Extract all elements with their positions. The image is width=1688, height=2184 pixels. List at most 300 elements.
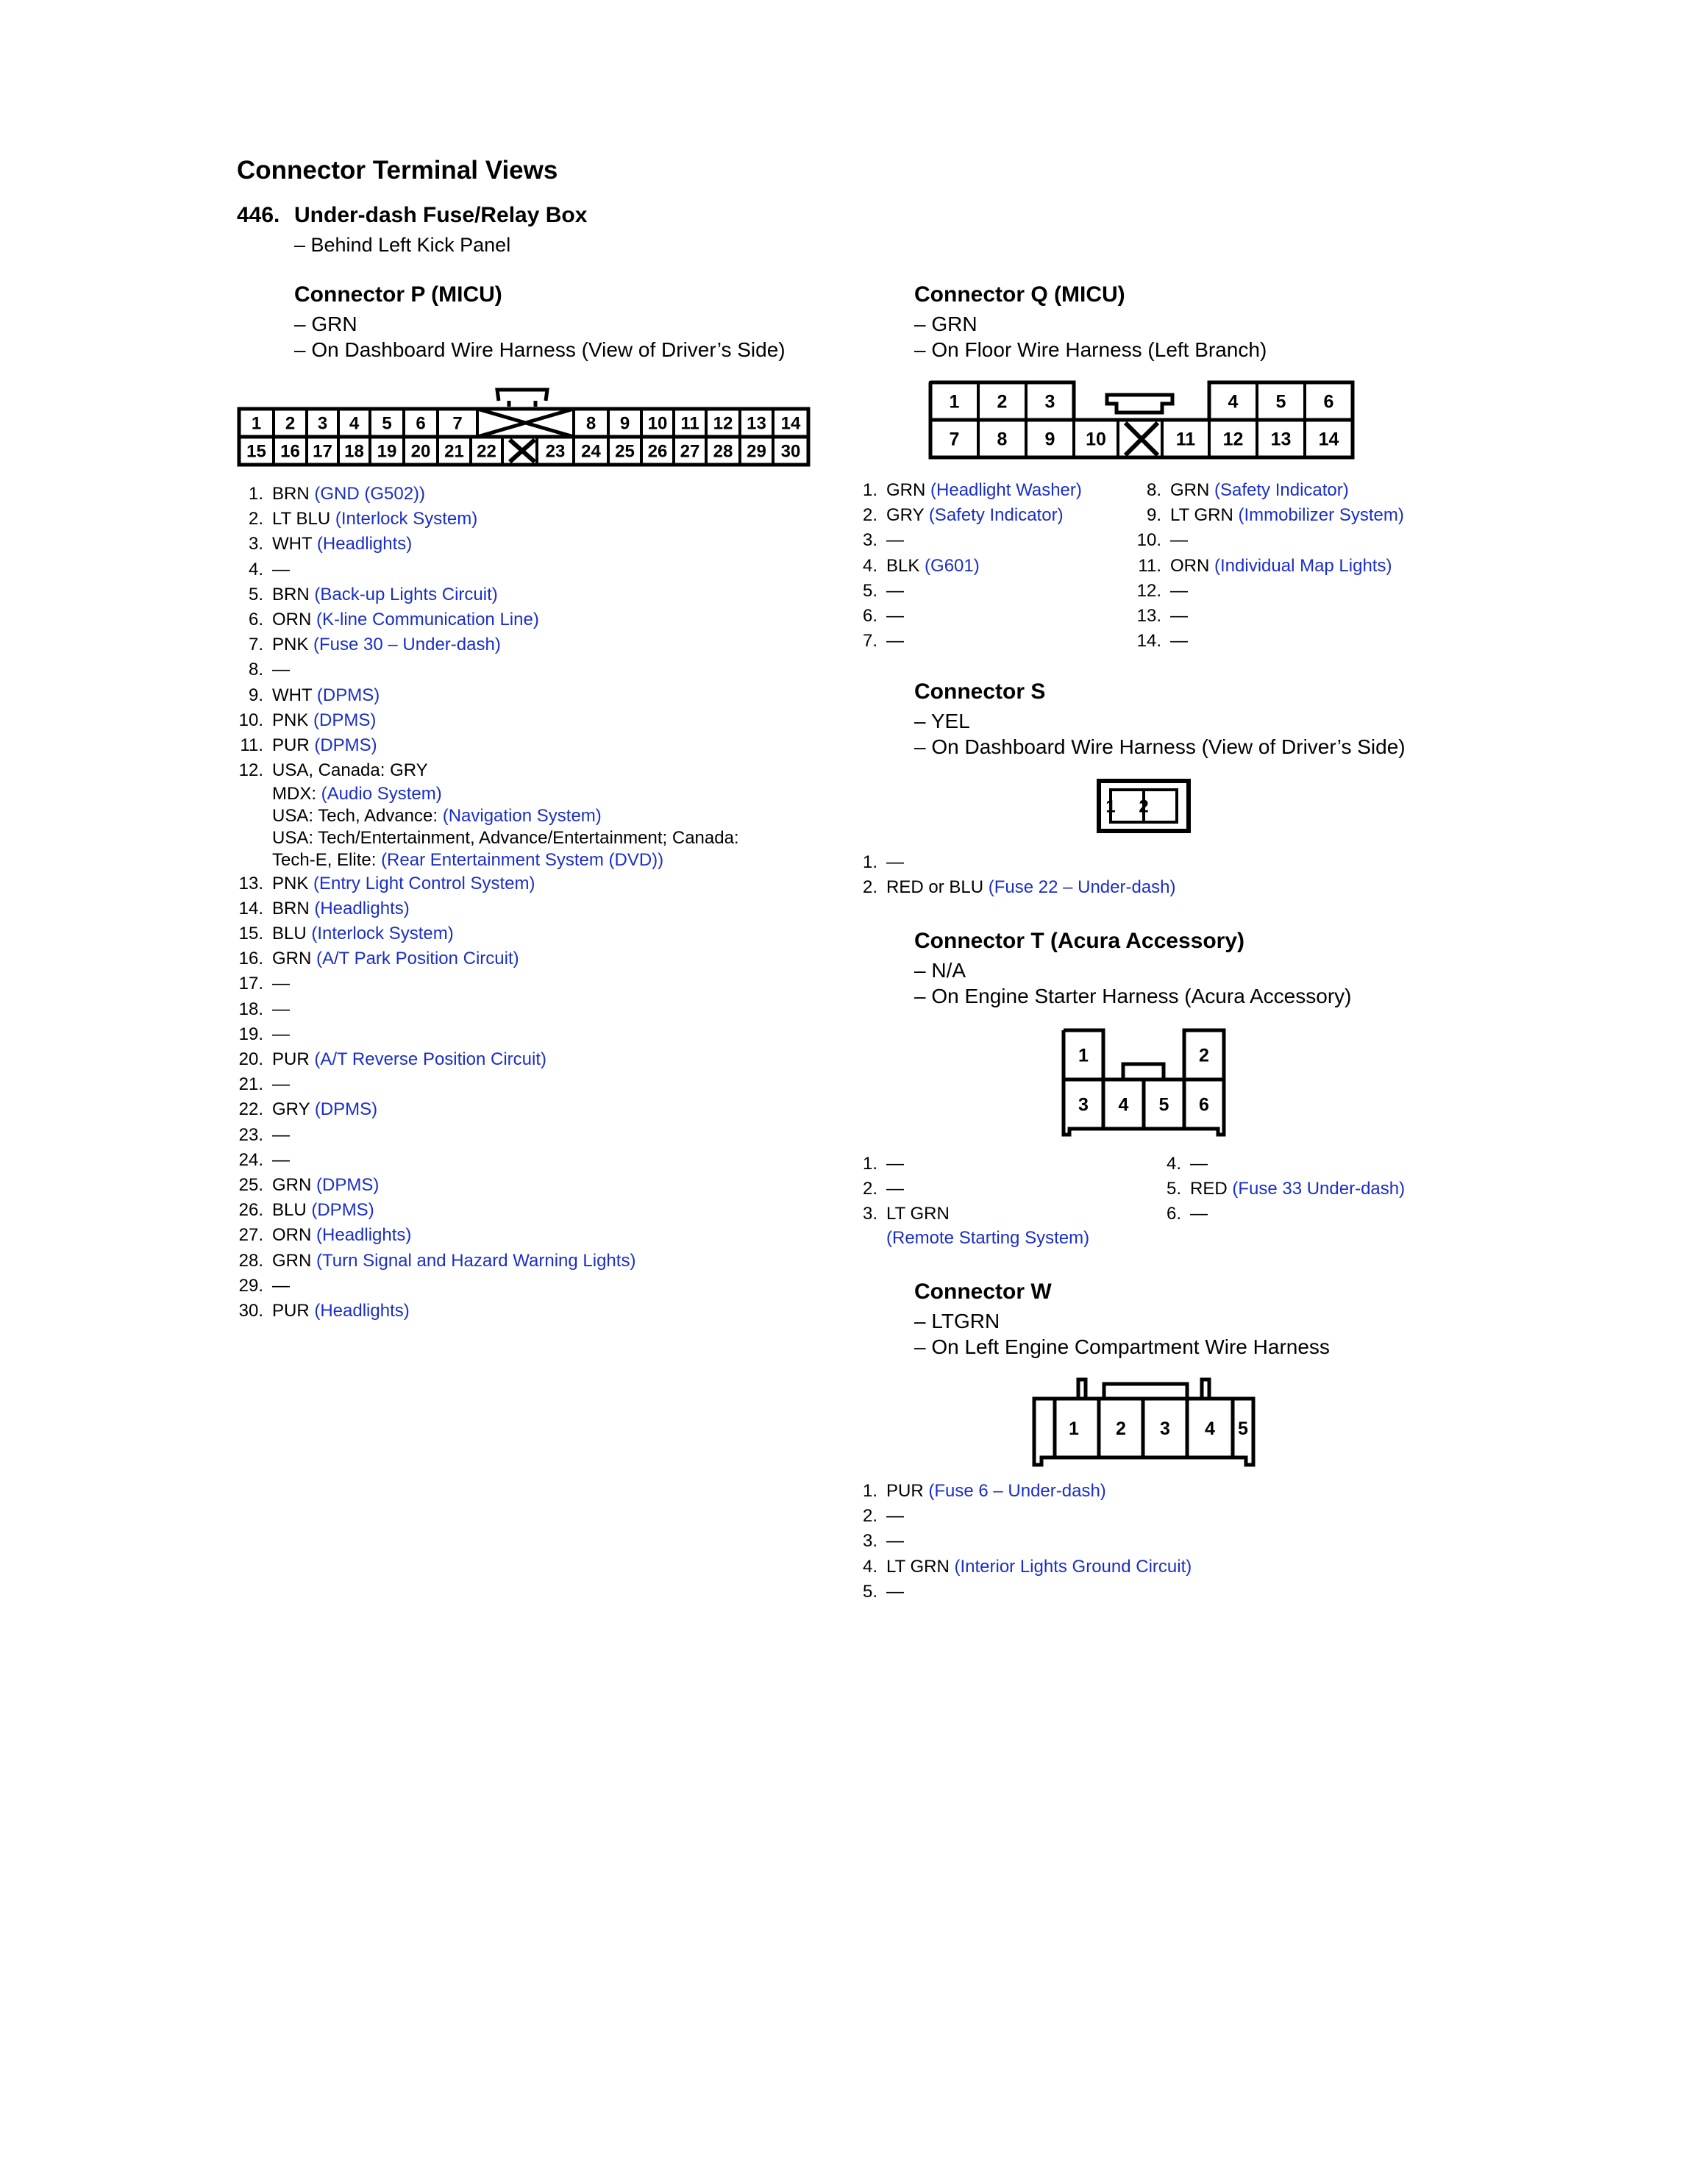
wire-color: PUR — [886, 1481, 924, 1501]
terminal-number: 8. — [1146, 480, 1161, 500]
connector-q-terminal-8 — [978, 420, 1026, 457]
circuit-description: (G601) — [925, 555, 980, 576]
wire-color: — — [272, 660, 290, 680]
connector-p-terminal-item — [237, 632, 739, 657]
connector-p-terminal-26 — [641, 437, 674, 465]
connector-w-dividers — [1099, 1399, 1187, 1457]
connector-p-terminal-11 — [674, 409, 706, 437]
connector-p-terminal-18 — [338, 437, 370, 465]
terminal-number: 1. — [862, 852, 877, 872]
connector-q-terminal-4 — [1209, 382, 1257, 420]
connector-p-terminal-17 — [307, 437, 338, 465]
wire-color: PNK — [272, 873, 309, 893]
connector-p-terminal-9-label: 9 — [619, 413, 630, 434]
circuit-description: (Headlight Washer) — [930, 480, 1082, 500]
section-title — [237, 203, 587, 228]
connector-p-diagram — [235, 382, 816, 471]
connector-q-terminal-7 — [930, 420, 978, 457]
terminal-number: 15. — [238, 924, 263, 944]
connector-p-terminal-6 — [404, 409, 438, 437]
page-title: Connector Terminal Views — [237, 156, 558, 185]
connector-q-info — [914, 311, 1267, 363]
connector-q-terminal-item — [857, 528, 1082, 553]
connector-t-diagram — [1059, 1026, 1228, 1138]
circuit-description: (DPMS) — [311, 1200, 374, 1221]
terminal-number: 6. — [1166, 1204, 1181, 1224]
connector-t-terminal-item — [1161, 1177, 1405, 1202]
connector-w-terminal-item — [857, 1555, 1192, 1580]
wire-color: — — [886, 1179, 904, 1199]
connector-p-terminal-25-label: 25 — [615, 441, 635, 462]
terminal-number: 10. — [1136, 530, 1161, 551]
connector-p-terminal-18-label: 18 — [344, 441, 364, 462]
connector-p-terminal-item — [237, 1274, 739, 1299]
connector-q-terminal-9 — [1026, 420, 1074, 457]
connector-p-terminal-20-label: 20 — [410, 441, 431, 462]
connector-p-terminal-30 — [773, 437, 808, 465]
connector-q-terminal-item — [1130, 579, 1404, 604]
connector-p-terminal-14-label: 14 — [780, 413, 801, 434]
connector-q-diagram — [927, 379, 1361, 463]
connector-q-terminal-11-label: 11 — [1175, 429, 1196, 450]
connector-p-terminal-item — [237, 921, 739, 946]
terminal-number: 3. — [862, 530, 877, 551]
connector-p-terminal-item — [237, 683, 739, 708]
wire-color: — — [272, 999, 290, 1019]
connector-q-terminal-12-label: 12 — [1222, 429, 1244, 450]
connector-q-color: – GRN — [914, 313, 977, 335]
circuit-description: (Fuse 6 – Under-dash) — [928, 1481, 1106, 1501]
circuit-description: (Interior Lights Ground Circuit) — [954, 1556, 1192, 1577]
terminal-number: 16. — [238, 949, 263, 969]
connector-s-diagram — [1096, 778, 1192, 834]
circuit-description: (K-line Communication Line) — [316, 610, 539, 630]
terminal-number: 6. — [248, 610, 263, 630]
wire-color: — — [886, 580, 904, 601]
connector-p-terminal-item — [237, 507, 739, 532]
connector-p-terminal-17-label: 17 — [313, 441, 332, 462]
connector-w-latch — [1104, 1384, 1187, 1399]
connector-p-terminal-item — [237, 607, 739, 632]
connector-p-color: – GRN — [294, 313, 357, 335]
connector-p-terminal-item — [237, 708, 739, 733]
connector-p-terminal-27 — [674, 437, 706, 465]
terminal-number: 2. — [862, 1506, 877, 1527]
connector-w-terminal-5 — [1238, 1418, 1248, 1439]
connector-t-terminal-5-label: 5 — [1158, 1094, 1169, 1116]
wire-color: ORN — [1170, 555, 1210, 576]
connector-p-terminal-21 — [438, 437, 471, 465]
terminal-number: 5. — [248, 584, 263, 604]
connector-p-terminal-item — [237, 1173, 739, 1198]
connector-t-terminal-item — [1161, 1152, 1405, 1177]
connector-t-terminal-item — [857, 1177, 1089, 1202]
connector-p-terminal-10 — [641, 409, 674, 437]
terminal-number: 25. — [238, 1175, 263, 1196]
connector-p-title: Connector P (MICU) — [294, 282, 502, 307]
terminal-number: 3. — [862, 1531, 877, 1552]
circuit-description: (DPMS) — [314, 1099, 378, 1120]
circuit-description: (Headlights) — [314, 1301, 410, 1321]
connector-q-terminal-2 — [978, 382, 1026, 420]
terminal-number: 23. — [238, 1124, 263, 1145]
wire-color: — — [1190, 1204, 1208, 1224]
terminal-number: 13. — [1136, 606, 1161, 627]
wire-color: LT BLU — [272, 509, 331, 529]
connector-p-terminal-item — [237, 557, 739, 582]
wire-color: ORN — [272, 610, 312, 630]
connector-s-info — [914, 708, 1406, 760]
terminal-number: 27. — [238, 1225, 263, 1246]
connector-p-terminal-item — [237, 758, 739, 783]
connector-q-terminal-item — [857, 478, 1082, 503]
connector-p-terminal-8-label: 8 — [585, 413, 597, 434]
connector-w-terminal-list — [857, 1479, 1192, 1605]
connector-t-terminal-2 — [1199, 1046, 1209, 1066]
connector-p-terminal-item — [237, 482, 739, 507]
connector-t-terminal-6 — [1199, 1095, 1209, 1116]
connector-p-terminal-5 — [370, 409, 404, 437]
connector-w-location: – On Left Engine Compartment Wire Harness — [914, 1335, 1330, 1358]
connector-p-terminal-item — [237, 871, 739, 896]
connector-p-top-blank-cross — [477, 409, 574, 437]
connector-p-terminal-item — [237, 582, 739, 607]
connector-w-terminal-4 — [1205, 1418, 1215, 1439]
connector-q-terminal-6-label: 6 — [1323, 391, 1334, 413]
connector-p-terminal-20 — [404, 437, 438, 465]
circuit-description: (Entry Light Control System) — [313, 873, 535, 893]
section-location: – Behind Left Kick Panel — [294, 234, 511, 256]
connector-q-location: – On Floor Wire Harness (Left Branch) — [914, 338, 1267, 361]
connector-p-terminal-24 — [574, 437, 608, 465]
connector-p-terminal-3-label: 3 — [317, 413, 328, 434]
connector-p-terminal-3 — [307, 409, 338, 437]
wire-color: — — [886, 631, 904, 652]
connector-t-location: – On Engine Starter Harness (Acura Accessory) — [914, 985, 1352, 1007]
wire-color: BRN — [272, 584, 310, 604]
connector-q-terminal-11 — [1162, 420, 1209, 457]
connector-p-terminal-item — [237, 1022, 739, 1047]
circuit-description: (Headlights) — [316, 1225, 412, 1246]
connector-s-terminal-item — [857, 850, 1176, 875]
terminal-number: 22. — [238, 1099, 263, 1120]
connector-p-terminal-7 — [438, 409, 477, 437]
connector-p-terminal-item — [237, 1123, 739, 1148]
connector-w-terminal-item — [857, 1529, 1192, 1554]
connector-w-terminal-4-label: 4 — [1205, 1418, 1215, 1439]
connector-p-terminal-12-variant — [237, 827, 739, 849]
terminal-number: 4. — [862, 1556, 877, 1577]
connector-p-terminal-1-label: 1 — [251, 413, 262, 434]
connector-p-terminal-16 — [274, 437, 307, 465]
wire-color: — — [272, 559, 290, 579]
wire-color: — — [1170, 631, 1188, 652]
connector-q-terminal-8-label: 8 — [997, 429, 1008, 450]
connector-w-info — [914, 1308, 1330, 1360]
circuit-description: (Navigation System) — [442, 806, 602, 827]
connector-p-terminal-21-label: 21 — [444, 441, 464, 462]
connector-p-terminal-item — [237, 1097, 739, 1122]
circuit-description: (Fuse 33 Under-dash) — [1232, 1179, 1406, 1199]
connector-t-latch — [1123, 1064, 1164, 1079]
wire-color: GRN — [272, 1175, 312, 1196]
connector-p-terminal-12-variant — [237, 805, 739, 827]
connector-p-terminal-item — [237, 657, 739, 682]
connector-p-terminal-26-label: 26 — [647, 441, 668, 462]
connector-p-terminal-4-label: 4 — [349, 413, 360, 434]
circuit-description: (Safety Indicator) — [928, 505, 1064, 526]
terminal-number: 14. — [238, 898, 263, 918]
terminal-number: 20. — [238, 1049, 263, 1070]
wire-color: — — [886, 1581, 904, 1602]
connector-s-location: – On Dashboard Wire Harness (View of Driver’s Side) — [914, 735, 1406, 758]
connector-p-terminal-item — [237, 1299, 739, 1324]
connector-s-terminal-1-label: 1 — [1105, 796, 1116, 817]
terminal-number: 14. — [1136, 631, 1161, 652]
connector-t-terminal-item — [1161, 1202, 1405, 1227]
wire-color: — — [886, 530, 904, 551]
connector-p-terminal-12 — [706, 409, 740, 437]
connector-p-terminal-15-label: 15 — [246, 441, 266, 462]
connector-w-diagram — [1030, 1375, 1258, 1467]
connector-s-terminal-list — [857, 850, 1176, 900]
connector-p-terminal-list — [237, 482, 739, 1324]
connector-p-terminal-9 — [608, 409, 641, 437]
connector-p-terminal-item — [237, 896, 739, 921]
circuit-description: (A/T Park Position Circuit) — [316, 949, 519, 969]
circuit-description: (Headlights) — [316, 534, 413, 554]
wire-color: — — [1170, 580, 1188, 601]
connector-p-terminal-11-label: 11 — [680, 413, 699, 434]
connector-w-terminal-item — [857, 1580, 1192, 1605]
wire-color: — — [272, 1275, 290, 1296]
connector-s-terminal-1 — [1105, 797, 1115, 817]
wire-color: ORN — [272, 1225, 312, 1246]
wire-color: PUR — [272, 735, 310, 756]
connector-p-terminal-23 — [537, 437, 574, 465]
connector-p-terminal-28 — [706, 437, 740, 465]
connector-q-terminal-item — [857, 554, 1082, 579]
terminal-number: 12. — [1136, 580, 1161, 601]
connector-p-terminal-item — [237, 733, 739, 758]
terminal-number: 21. — [238, 1074, 263, 1095]
connector-p-terminal-item — [237, 1148, 739, 1173]
variant-label: USA: Tech, Advance: — [272, 806, 438, 827]
connector-p-terminal-item — [237, 1223, 739, 1248]
wire-color: BLU — [272, 924, 307, 944]
circuit-description: (Headlights) — [314, 898, 410, 918]
wire-color: LT GRN — [886, 1556, 950, 1577]
connector-p-terminal-13-label: 13 — [747, 413, 766, 434]
terminal-number: 17. — [238, 974, 263, 994]
connector-q-terminal-4-label: 4 — [1228, 391, 1239, 413]
connector-p-terminal-12-variant — [237, 849, 739, 871]
connector-t-terminal-5 — [1159, 1095, 1169, 1116]
connector-q-terminal-10-label: 10 — [1086, 429, 1106, 450]
terminal-number: 18. — [238, 999, 263, 1019]
connector-t-title: Connector T (Acura Accessory) — [914, 929, 1245, 953]
connector-w-terminal-item — [857, 1504, 1192, 1529]
terminal-number: 9. — [1146, 505, 1161, 526]
connector-q-latch — [1107, 395, 1172, 413]
section-number: 446. — [237, 203, 280, 227]
terminal-number: 2. — [248, 509, 263, 529]
connector-p-terminal-23-label: 23 — [545, 441, 566, 462]
circuit-description: (A/T Reverse Position Circuit) — [314, 1049, 546, 1070]
connector-q-terminal-item — [857, 503, 1082, 528]
terminal-number: 2. — [862, 505, 877, 526]
wire-color: LT GRN — [1170, 505, 1233, 526]
connector-p-terminal-22-label: 22 — [477, 441, 496, 462]
connector-p-terminal-2-label: 2 — [285, 413, 296, 434]
terminal-number: 1. — [862, 480, 877, 500]
connector-t-terminal-4 — [1119, 1095, 1129, 1116]
terminal-number: 29. — [238, 1275, 263, 1296]
wire-color: PUR — [272, 1049, 310, 1070]
terminal-number: 11. — [1138, 555, 1161, 576]
connector-q-terminal-item — [1130, 528, 1404, 553]
connector-p-location: – On Dashboard Wire Harness (View of Driver’s Side) — [294, 338, 786, 361]
connector-p-terminal-7-label: 7 — [452, 413, 463, 434]
connector-p-key-cross — [510, 440, 535, 462]
wire-color: RED — [1190, 1179, 1228, 1199]
terminal-number: 5. — [862, 580, 877, 601]
connector-q-terminal-item — [1130, 478, 1404, 503]
connector-q-terminal-1-label: 1 — [949, 391, 960, 413]
terminal-number: 3. — [248, 534, 263, 554]
wire-color: BLK — [886, 555, 920, 576]
connector-p-latch — [497, 390, 547, 401]
connector-q-terminal-12 — [1209, 420, 1257, 457]
terminal-number: 1. — [862, 1481, 877, 1501]
connector-s-terminal-item — [857, 875, 1176, 900]
section-title-text: Under-dash Fuse/Relay Box — [294, 203, 588, 227]
wire-color: — — [1170, 530, 1188, 551]
wire-color: — — [1170, 606, 1188, 627]
circuit-description: (Fuse 30 – Under-dash) — [313, 635, 501, 655]
wire-color: — — [886, 1506, 904, 1527]
connector-q-terminal-9-label: 9 — [1044, 429, 1055, 450]
terminal-number: 13. — [238, 873, 263, 893]
connector-p-terminal-6-label: 6 — [416, 413, 426, 434]
connector-q-terminal-item — [1130, 503, 1404, 528]
connector-p-terminal-28-label: 28 — [713, 441, 733, 462]
wire-color: BLU — [272, 1200, 307, 1221]
connector-w-terminal-3-label: 3 — [1160, 1418, 1170, 1439]
connector-p-terminal-24-label: 24 — [581, 441, 601, 462]
connector-w-terminal-2-label: 2 — [1116, 1418, 1126, 1439]
connector-q-terminal-10 — [1074, 420, 1118, 457]
connector-p-terminal-item — [237, 1249, 739, 1274]
terminal-number: 30. — [238, 1301, 263, 1321]
circuit-description: (GND (G502)) — [314, 484, 426, 504]
connector-q-terminal-item — [1130, 604, 1404, 629]
circuit-description: (Safety Indicator) — [1214, 480, 1349, 500]
wire-color: — — [886, 1531, 904, 1552]
connector-q-terminal-13-label: 13 — [1270, 429, 1292, 450]
connector-p-info — [294, 311, 786, 363]
wire-color: USA, Canada: GRY — [272, 760, 428, 781]
connector-p-terminal-12-variant — [237, 783, 739, 805]
connector-t-terminal-item — [857, 1152, 1089, 1177]
connector-s-color: – YEL — [914, 710, 970, 732]
connector-p-terminal-item — [237, 997, 739, 1022]
wire-color: GRN — [272, 949, 312, 969]
wire-color: WHT — [272, 534, 313, 554]
circuit-description: (Turn Signal and Hazard Warning Lights) — [316, 1250, 636, 1271]
connector-t-info — [914, 957, 1351, 1009]
circuit-description: (Back-up Lights Circuit) — [314, 584, 498, 604]
connector-q-terminal-13 — [1257, 420, 1305, 457]
connector-q-terminal-item — [1130, 554, 1404, 579]
terminal-number: 8. — [248, 660, 263, 680]
circuit-description: (Audio System) — [321, 784, 442, 804]
terminal-number: 1. — [862, 1154, 877, 1174]
connector-p-terminal-29 — [740, 437, 773, 465]
connector-p-terminal-30-label: 30 — [780, 441, 801, 462]
wire-color: GRY — [272, 1099, 310, 1120]
terminal-number: 19. — [238, 1024, 263, 1044]
wire-color: — — [886, 1154, 904, 1174]
connector-q-terminal-item — [857, 604, 1082, 629]
connector-p-terminal-13 — [740, 409, 773, 437]
connector-w-terminal-5-label: 5 — [1238, 1418, 1248, 1439]
circuit-description: (DPMS) — [314, 735, 377, 756]
connector-t-terminal-item — [857, 1202, 1089, 1227]
circuit-description: (Interlock System) — [311, 924, 454, 944]
terminal-number: 1. — [248, 484, 263, 504]
connector-q-terminal-item — [857, 579, 1082, 604]
connector-t-terminal-3 — [1078, 1095, 1089, 1116]
connector-p-terminal-2 — [274, 409, 307, 437]
connector-q-key-cross — [1125, 423, 1158, 455]
circuit-description: (Remote Starting System) — [886, 1227, 1090, 1248]
connector-q-terminal-3-label: 3 — [1044, 391, 1055, 413]
terminal-number: 3. — [862, 1204, 877, 1224]
wire-color: BRN — [272, 484, 310, 504]
wire-color: BRN — [272, 898, 310, 918]
circuit-description: (Individual Map Lights) — [1214, 555, 1392, 576]
circuit-description: (Immobilizer System) — [1238, 505, 1404, 526]
circuit-description: (Fuse 22 – Under-dash) — [988, 877, 1176, 898]
terminal-number: 24. — [238, 1149, 263, 1170]
connector-t-terminal-3-description — [857, 1227, 1089, 1249]
connector-t-terminal-4-label: 4 — [1118, 1094, 1129, 1116]
connector-p-terminal-item — [237, 946, 739, 971]
connector-p-terminal-5-label: 5 — [382, 413, 392, 434]
connector-p-terminal-item — [237, 971, 739, 996]
connector-p-terminal-item — [237, 532, 739, 557]
connector-w-terminal-3 — [1160, 1418, 1170, 1439]
terminal-number: 5. — [862, 1581, 877, 1602]
connector-q-terminal-list-left — [857, 478, 1082, 654]
connector-p-terminal-item — [237, 1198, 739, 1223]
connector-w-color: – LTGRN — [914, 1310, 1000, 1332]
connector-q-title: Connector Q (MICU) — [914, 282, 1125, 307]
wire-color: — — [886, 852, 904, 872]
wire-color: — — [272, 974, 290, 994]
circuit-description: (DPMS) — [316, 685, 380, 705]
connector-p-terminal-10-label: 10 — [647, 413, 668, 434]
wire-color: PUR — [272, 1301, 310, 1321]
connector-t-dividers — [1103, 1079, 1184, 1129]
connector-q-terminal-2-label: 2 — [997, 391, 1008, 413]
connector-p-terminal-27-label: 27 — [680, 441, 700, 462]
terminal-number: 12. — [238, 760, 263, 781]
connector-q-terminal-14 — [1305, 420, 1353, 457]
connector-p-latch-legs — [509, 401, 535, 407]
connector-s-terminal-2-label: 2 — [1139, 796, 1149, 817]
